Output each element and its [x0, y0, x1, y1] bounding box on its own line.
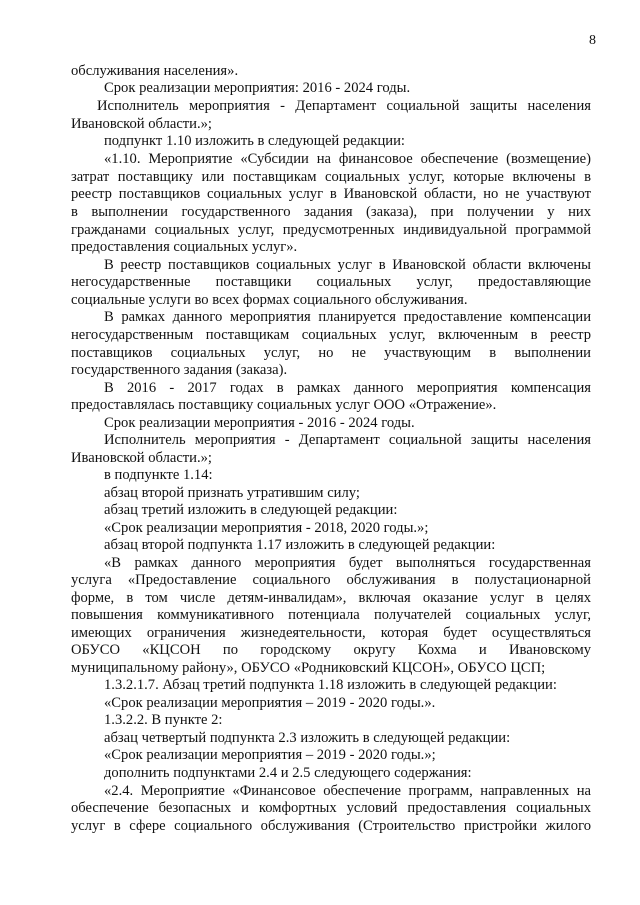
- text-line: «Срок реализации мероприятия – 2019 - 2020 годы.»;: [104, 747, 436, 763]
- text-line: затрат поставщику или поставщикам социальных услуг, которые включены в: [71, 169, 591, 185]
- text-line: «Срок реализации мероприятия - 2018, 2020 годы.»;: [104, 520, 429, 536]
- text-line: в выполнении государственного задания (заказа), при получении у них: [71, 204, 591, 220]
- text-line: абзац второй подпункта 1.17 изложить в следующей редакции:: [104, 537, 496, 553]
- text-line: Исполнитель мероприятия - Департамент социальной защиты населения: [104, 432, 591, 448]
- text-line: имеющих ограничения жизнедеятельности, которая будет осуществляться: [71, 625, 591, 641]
- text-line: поставщиков социальных услуг, но не участвующим в выполнении: [71, 345, 591, 361]
- text-line: В реестр поставщиков социальных услуг в Ивановской области включены: [104, 257, 591, 273]
- text-line: социальные услуги во всех формах социального обслуживания.: [71, 292, 468, 308]
- text-line: 1.3.2.2. В пункте 2:: [104, 712, 223, 728]
- text-line: «1.10. Мероприятие «Субсидии на финансовое обеспечение (возмещение): [104, 151, 591, 167]
- text-line: «Срок реализации мероприятия – 2019 - 2020 годы.».: [104, 695, 436, 711]
- text-line: подпункт 1.10 изложить в следующей редакции:: [104, 133, 405, 149]
- text-line: дополнить подпунктами 2.4 и 2.5 следующего содержания:: [104, 765, 472, 781]
- text-line: «В рамках данного мероприятия будет выполняться государственная: [104, 555, 591, 571]
- text-line: гражданами социальных услуг, предусмотренных индивидуальной программой: [71, 222, 591, 238]
- text-line: Срок реализации мероприятия: 2016 - 2024 годы.: [104, 80, 411, 96]
- text-line: предоставления социальных услуг».: [71, 239, 298, 255]
- text-line: услуг в сфере социального обслуживания (Строительство пристройки жилого: [71, 818, 591, 834]
- text-line: обслуживания населения».: [71, 63, 239, 79]
- text-line: абзац второй признать утратившим силу;: [104, 485, 360, 501]
- text-line: форме, в том числе детям-инвалидам», включая оказание услуг в целях: [71, 590, 591, 606]
- text-line: услуга «Предоставление социального обслуживания в полустационарной: [71, 572, 591, 588]
- text-line: «2.4. Мероприятие «Финансовое обеспечение программ, направленных на: [104, 783, 591, 799]
- text-line: обеспечение безопасных и комфортных условий предоставления социальных: [71, 800, 591, 816]
- text-line: реестр поставщиков социальных услуг в Ивановской области, но не участвуют: [71, 186, 591, 202]
- text-line: негосударственные поставщики социальных услуг, предоставляющие: [71, 274, 591, 290]
- text-line: абзац четвертый подпункта 2.3 изложить в следующей редакции:: [104, 730, 511, 746]
- text-line: в подпункте 1.14:: [104, 467, 213, 483]
- text-line: 1.3.2.1.7. Абзац третий подпункта 1.18 изложить в следующей редакции:: [104, 677, 557, 693]
- text-line: муниципальному району», ОБУСО «Родниковский КЦСОН», ОБУСО ЦСП;: [71, 660, 546, 676]
- page-number: 8: [589, 33, 596, 48]
- text-line: повышения коммуникативного потенциала получателей социальных услуг,: [71, 607, 591, 623]
- text-line: Срок реализации мероприятия - 2016 - 2024 годы.: [104, 415, 415, 431]
- text-line: Исполнитель мероприятия - Департамент социальной защиты населения: [97, 98, 591, 114]
- text-line: предоставлялась поставщику социальных услуг ООО «Отражение».: [71, 397, 497, 413]
- text-line: негосударственным поставщикам социальных услуг, включенным в реестр: [71, 327, 591, 343]
- text-line: ОБУСО «КЦСОН по городскому округу Кохма и Ивановскому: [71, 642, 591, 658]
- text-line: Ивановской области.»;: [71, 450, 212, 466]
- text-line: Ивановской области.»;: [71, 116, 212, 132]
- text-line: В рамках данного мероприятия планируется предоставление компенсации: [104, 309, 591, 325]
- text-line: государственного задания (заказа).: [71, 362, 288, 378]
- text-line: абзац третий изложить в следующей редакции:: [104, 502, 398, 518]
- text-line: В 2016 - 2017 годах в рамках данного мероприятия компенсация: [104, 380, 591, 396]
